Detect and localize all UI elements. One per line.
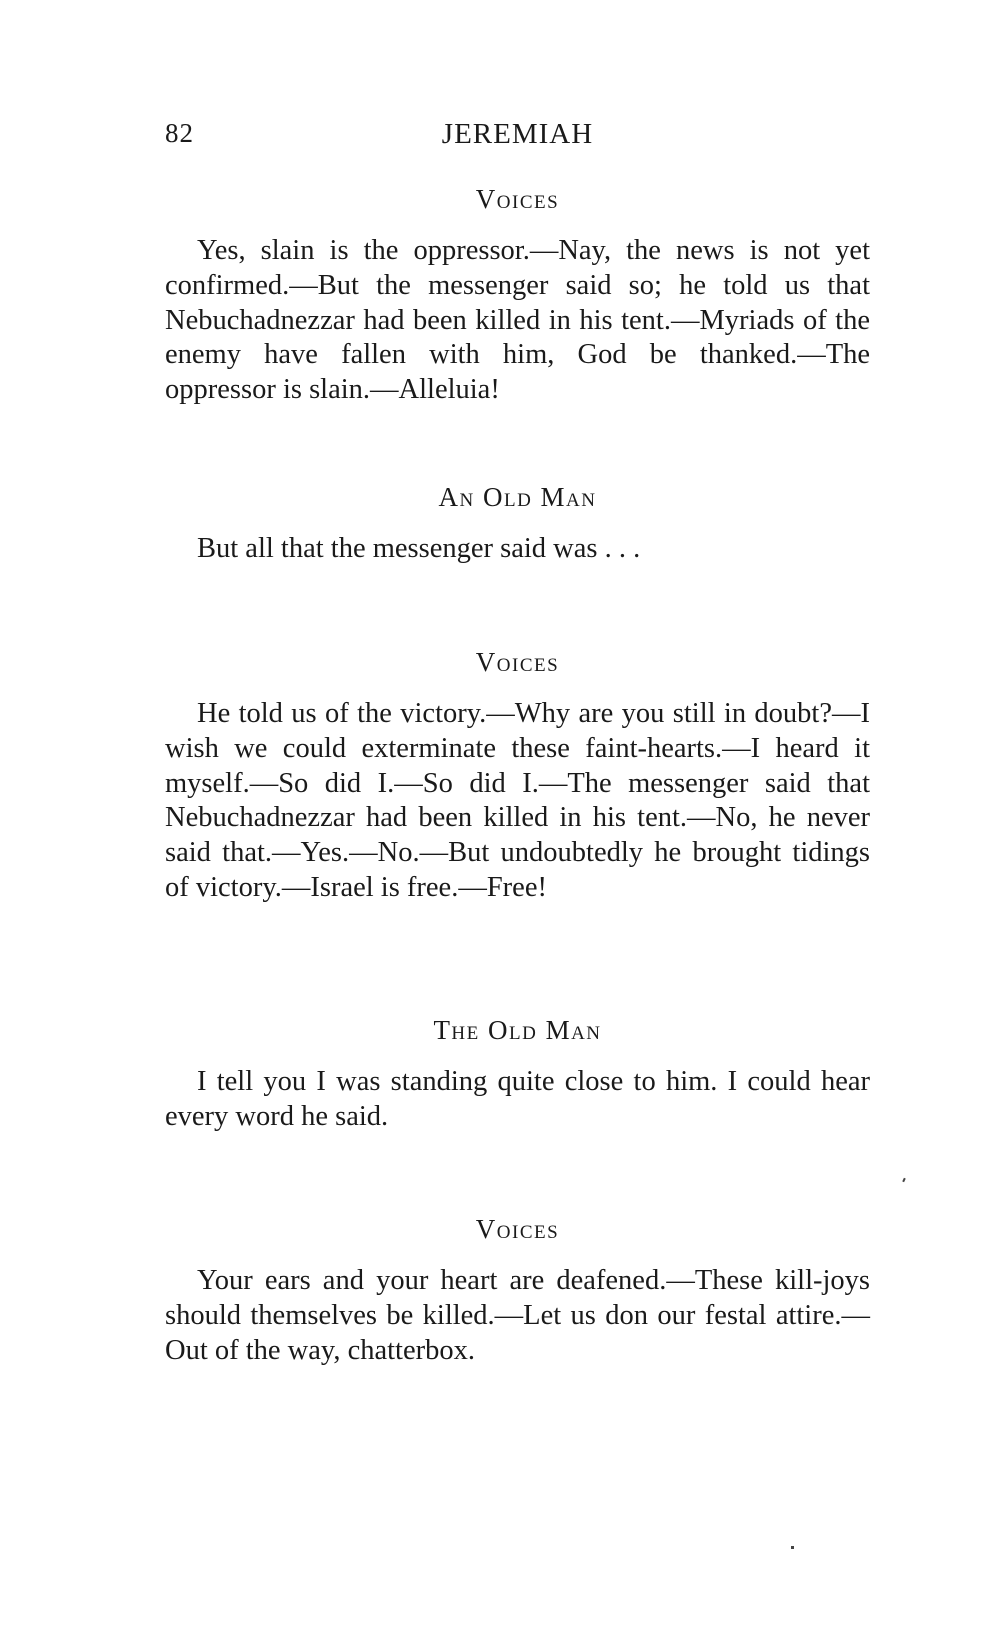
speaker-name: Voices: [475, 184, 560, 214]
speech-text: Your ears and your heart are deafened.—These kill-joys should themselves be killed.—Let us don our festal attire.—Out of the way, chatterbox.: [165, 1265, 870, 1366]
speech-block: [165, 182, 870, 408]
speech-text: Yes, slain is the oppressor.—Nay, the news is not yet confirmed.—But the messenger said so; he told us that Nebuchadnezzar had been killed in his tent.—Myriads of the enemy have fallen with him, God be thanked.—The oppressor is slain.—Alleluia!: [165, 235, 870, 406]
page-number: 82: [165, 118, 194, 148]
speech-text: I tell you I was standing quite close to him. I could hear every word he said.: [165, 1066, 870, 1132]
stray-mark: [902, 1178, 906, 1182]
speech-block: [165, 645, 870, 906]
speech-block: [165, 1212, 870, 1368]
speaker-name: An Old Man: [438, 482, 597, 512]
speaker-name: Voices: [475, 1214, 560, 1244]
speech-text: But all that the messenger said was . . .: [197, 533, 641, 564]
stray-mark: [791, 1546, 794, 1549]
page-header: [165, 118, 870, 158]
speech-block: [165, 480, 870, 567]
speech-text: He told us of the victory.—Why are you still in doubt?—I wish we could exterminate these faint-hearts.—I heard it myself.—So did I.—So did I.—The messenger said that Nebuchadnezzar had been killed in his tent.—No, he never said that.—Yes.—No.—But undoubtedly he brought tidings of victory.—Israel is free.—Free!: [165, 698, 870, 903]
speaker-name: Voices: [475, 647, 560, 677]
speech-block: [165, 1013, 870, 1135]
speaker-name: The Old Man: [433, 1015, 602, 1045]
running-head: JEREMIAH: [441, 118, 594, 150]
